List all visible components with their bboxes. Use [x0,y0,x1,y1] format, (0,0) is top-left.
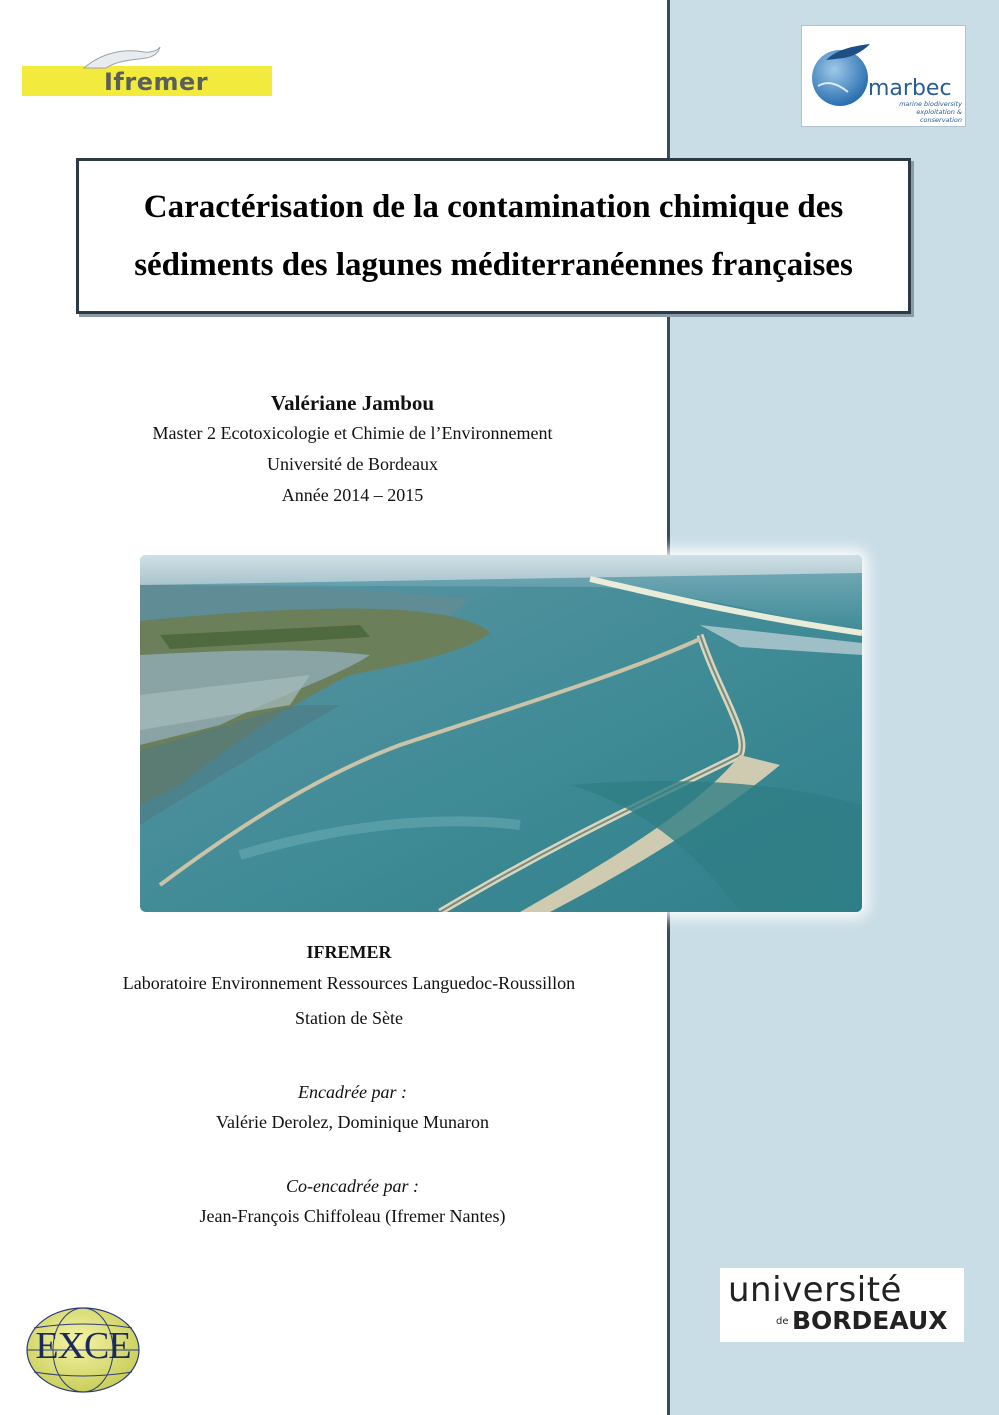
author-program: Master 2 Ecotoxicologie et Chimie de l’Environnement [152,423,553,443]
co-supervisor-names: Jean-François Chiffoleau (Ifremer Nantes) [199,1206,506,1226]
universite-logo-top: université [728,1270,902,1310]
supervision-block [100,1078,605,1232]
universite-logo-de: de [776,1316,789,1327]
author-name: Valériane Jambou [270,391,435,415]
marbec-logo-tagline: marine biodiversity exploitation & conservation [899,100,962,124]
marbec-logo [801,25,966,127]
dolphin-icon [82,46,162,70]
host-block [90,938,608,1036]
host-lab: Laboratoire Environnement Ressources Languedoc-Roussillon [122,973,576,993]
supervisor-names: Valérie Derolez, Dominique Munaron [216,1112,489,1132]
spacer [100,1138,605,1172]
host-name: IFREMER [306,942,392,962]
title-box [76,158,911,314]
universite-logo-bottom: BORDEAUX [792,1306,948,1335]
lagoon-aerial-photo [140,555,862,912]
author-block [100,388,605,511]
exce-logo [22,1300,144,1396]
co-supervisor-label: Co-encadrée par : [286,1176,419,1196]
host-station: Station de Sète [295,1008,403,1028]
supervisor-label: Encadrée par : [298,1082,407,1102]
author-year: Année 2014 – 2015 [281,485,424,505]
ifremer-logo [22,40,274,106]
author-university: Université de Bordeaux [267,454,438,474]
exce-logo-text: EXCE [35,1325,131,1367]
universite-bordeaux-logo [720,1268,964,1342]
marbec-logo-text: marbec [868,76,952,101]
page-title: Caractérisation de la contamination chimique des sédiments des lagunes méditerranéennes françaises [134,189,853,283]
ifremer-logo-text: Ifremer [104,68,209,96]
